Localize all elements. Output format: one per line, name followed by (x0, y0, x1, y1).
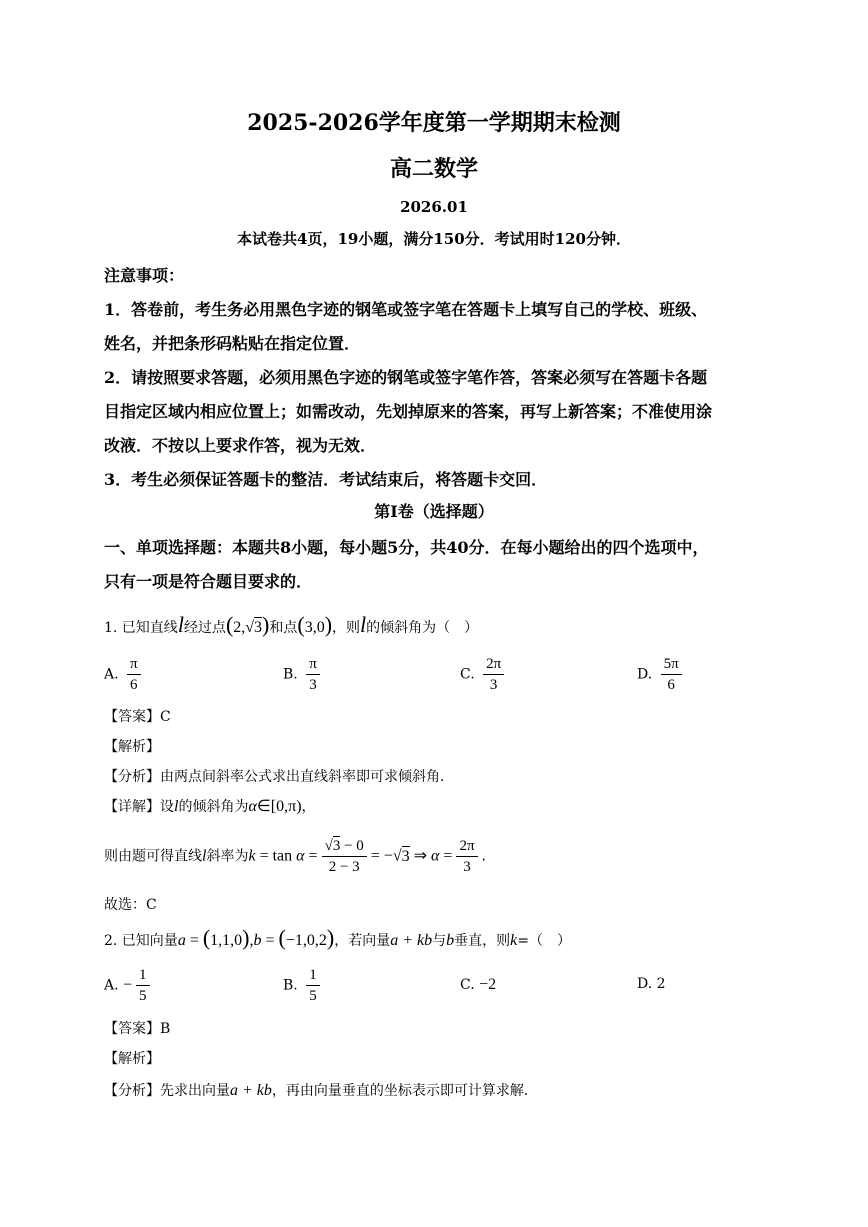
q1-option-a[interactable]: A. $\frac{\pi}{6}$ (104, 654, 145, 695)
section-desc-b: 只有一项是符合题目要求的． (104, 572, 313, 591)
q2-answer: 【答案】B (104, 1021, 171, 1037)
note-2b: 目指定区域内相应位置上；如需改动，先划掉原来的答案，再写上新答案；不准使用涂 (104, 402, 713, 421)
q1-option-c-frac: $\frac{2\pi}{3}$ (483, 654, 504, 695)
q2-option-c[interactable]: C. −2 (460, 976, 497, 993)
q1-text-2: 经过点 (183, 620, 226, 636)
q1-point-1: (2,√3) (225, 612, 270, 637)
exam-date: 2026.01 (400, 198, 468, 216)
q2-fenxi: 【分析】先求出向量a + kb，再由向量垂直的坐标表示即可计算求解． (104, 1082, 538, 1099)
q1-analysis: 【解析】 (104, 739, 160, 755)
note-3: 3．考生必须保证答题卡的整洁．考试结束后，将答题卡交回． (104, 470, 548, 489)
q1-stem (104, 612, 478, 638)
q1-option-b-frac: $\frac{\pi}{3}$ (306, 654, 320, 695)
q2-analysis: 【解析】 (104, 1051, 160, 1067)
q1-text-4: ，则 (332, 620, 361, 636)
q1-text-3: 和点 (269, 620, 298, 636)
part-heading: 第Ⅰ卷（选择题） (374, 502, 494, 521)
note-1a: 1．答卷前，考生务必用黑色字迹的钢笔或签字笔在答题卡上填写自己的学校、班级、 (104, 300, 708, 319)
q2-option-a[interactable]: A. − $\frac{1}{5}$ (104, 965, 154, 1006)
section-desc-a: 一、单项选择题：本题共8小题，每小题5分，共40分．在每小题给出的四个选项中， (104, 538, 709, 557)
q1-var-l: l (177, 612, 184, 637)
note-2c: 改液．不按以上要求作答，视为无效． (104, 436, 377, 455)
q1-option-d[interactable]: D. $\frac{5\pi}{6}$ (637, 654, 686, 695)
notes-heading: 注意事项： (104, 266, 185, 285)
exam-title: 2025-2026学年度第一学期期末检测 (247, 110, 621, 136)
exam-subject: 高二数学 (389, 156, 478, 182)
q2-stem: 2. 已知向量a = (1,1,0),b = (−1,0,2)，若向量a + kb与b垂直，则k=（ ） (104, 925, 571, 950)
q1-conclusion: 故选：C (104, 897, 157, 913)
exam-info: 本试卷共4页，19小题，满分150分．考试用时120分钟． (237, 230, 631, 248)
q1-slope-frac: $\frac{√3 - 0}{2 - 3}$ (322, 836, 367, 877)
q1-calculation: 则由题可得直线l斜率为k = tan α = $\frac{√3 - 0}{2 - 3}$ = −√3 ⇒ α = $\frac{2\pi}{3}$ ． (104, 838, 496, 875)
q2-option-b[interactable]: B. $\frac{1}{5}$ (283, 965, 324, 1006)
q2-option-d[interactable]: D. 2 (637, 976, 666, 992)
q1-answer: 【答案】C (104, 709, 171, 725)
q1-option-d-frac: $\frac{5\pi}{6}$ (661, 654, 682, 695)
q1-result-frac: $\frac{2\pi}{3}$ (456, 836, 477, 877)
q1-var-l-2: l (360, 612, 367, 637)
note-1b: 姓名，并把条形码粘贴在指定位置． (104, 334, 361, 353)
q1-option-a-frac: $\frac{\pi}{6}$ (127, 654, 141, 695)
q1-pt1-a: 2, (233, 619, 246, 636)
q1-detail: 【详解】设l的倾斜角为α∈[0,π)， (104, 798, 316, 815)
q1-option-b[interactable]: B. $\frac{\pi}{3}$ (283, 654, 324, 695)
q1-text-1: 1. 已知直线 (104, 620, 178, 636)
note-2a: 2．请按照要求答题，必须用黑色字迹的钢笔或签字笔作答，答案必须写在答题卡各题 (104, 368, 708, 387)
q1-option-c[interactable]: C. $\frac{2\pi}{3}$ (460, 654, 508, 695)
q1-text-5: 的倾斜角为（ ） (366, 620, 479, 636)
q1-point-2: (3,0) (297, 612, 333, 637)
q1-pt1-root: 3 (254, 619, 263, 636)
q1-fenxi: 【分析】由两点间斜率公式求出直线斜率即可求倾斜角． (104, 769, 454, 785)
